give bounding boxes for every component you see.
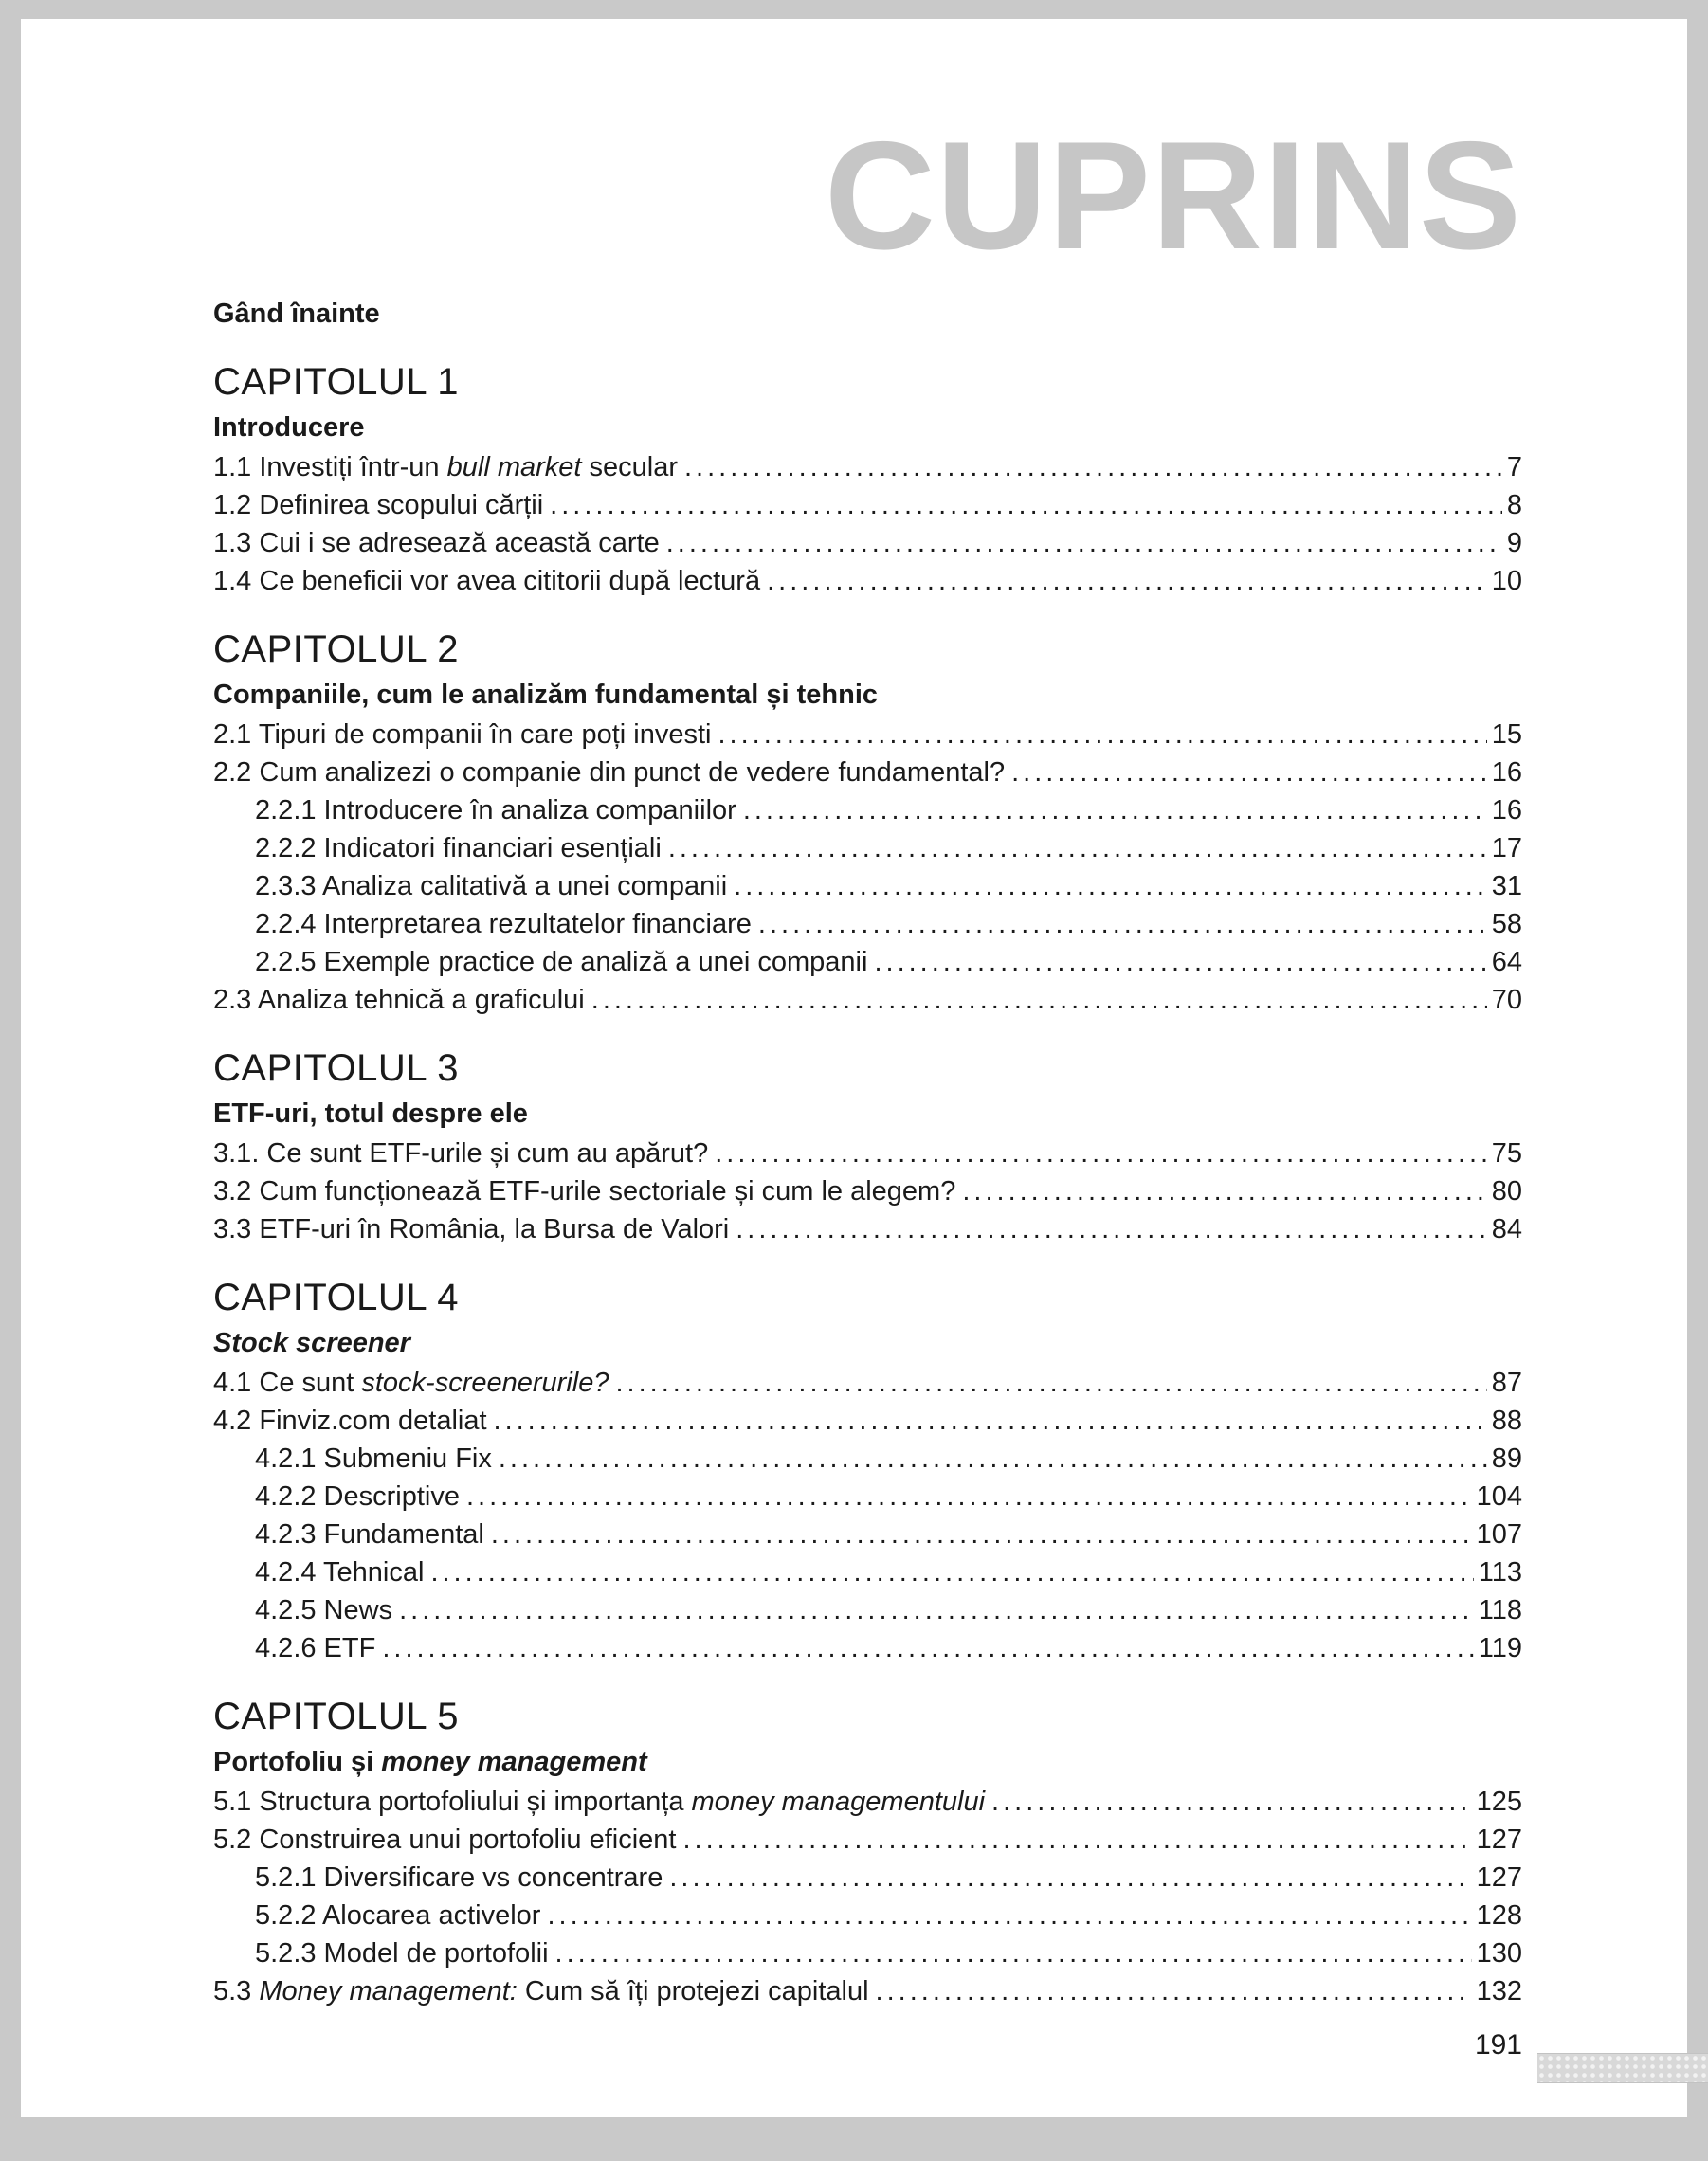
chapter-entries: [213, 1783, 1522, 2010]
text-run: 4.2 Finviz.com detaliat: [213, 1406, 487, 1437]
text-run: 2.2.1 Introducere în analiza companiilor: [255, 795, 736, 826]
chapter-block: [213, 1045, 1522, 1248]
chapter-entries: [213, 1364, 1522, 1667]
text-run: ETF-uri, totul despre ele: [213, 1099, 528, 1130]
text-run: 2.1 Tipuri de companii în care poți investi: [213, 719, 712, 751]
entry-page-number: 107: [1476, 1519, 1522, 1551]
dot-leader: [499, 1440, 1487, 1478]
toc-entry: [213, 486, 1522, 524]
toc-entry: [213, 1934, 1522, 1972]
entry-label: [213, 1972, 869, 2010]
entry-page-number: 16: [1491, 757, 1522, 789]
chapter-entries: [213, 1135, 1522, 1248]
dot-leader: [550, 486, 1502, 524]
toc-entry: [213, 791, 1522, 829]
toc-entry: [213, 981, 1522, 1019]
entry-label: [213, 1402, 487, 1440]
dot-leader: [758, 905, 1487, 943]
toc-entry: [213, 1972, 1522, 2010]
chapter-entries: [213, 716, 1522, 1019]
toc-entry: [213, 1364, 1522, 1402]
entry-label: [255, 1591, 392, 1629]
page-title: CUPRINS: [824, 110, 1522, 281]
dot-leader: [874, 943, 1486, 981]
entry-label: [255, 791, 736, 829]
entry-label: [255, 1629, 375, 1667]
entry-page-number: 88: [1491, 1406, 1522, 1437]
toc-entry: [213, 1440, 1522, 1478]
entry-label: [255, 1934, 549, 1972]
entry-page-number: 125: [1476, 1787, 1522, 1818]
entry-label: [213, 524, 660, 562]
dot-leader: [734, 867, 1487, 905]
chapter-block: [213, 1694, 1522, 2010]
entry-page-number: 87: [1491, 1368, 1522, 1399]
chapters-container: [213, 359, 1522, 2010]
entry-page-number: 104: [1476, 1481, 1522, 1513]
italic-text-run: money management: [381, 1747, 647, 1778]
chapter-heading: CAPITOLUL 2: [213, 628, 459, 671]
entry-label: [213, 981, 585, 1019]
text-run: 4.2.1 Submeniu Fix: [255, 1444, 492, 1475]
entry-page-number: 84: [1491, 1214, 1522, 1245]
toc-entry: [213, 716, 1522, 754]
toc-entry: [213, 448, 1522, 486]
dot-leader: [430, 1553, 1473, 1591]
text-run: 4.2.2 Descriptive: [255, 1481, 460, 1513]
chapter-subtitle: [213, 1743, 1522, 1781]
entry-page-number: 127: [1476, 1825, 1522, 1856]
text-run: 4.1 Ce sunt: [213, 1368, 362, 1399]
entry-label: [255, 1553, 424, 1591]
dot-leader: [668, 829, 1487, 867]
text-run: 4.2.5 News: [255, 1595, 393, 1626]
dot-leader: [466, 1478, 1472, 1516]
text-run: 5.2 Construirea unui portofoliu eficient: [213, 1825, 677, 1856]
entry-label: [213, 562, 760, 600]
toc-entry: [213, 562, 1522, 600]
text-run: 3.3 ETF-uri în România, la Bursa de Valori: [213, 1214, 730, 1245]
chapter-heading: CAPITOLUL 3: [213, 1047, 459, 1090]
toc-entry: [213, 1172, 1522, 1210]
entry-page-number: 70: [1491, 985, 1522, 1016]
dot-leader: [555, 1934, 1472, 1972]
preface-line: Gând înainte: [213, 299, 380, 330]
entry-page-number: 132: [1476, 1976, 1522, 2007]
dot-leader: [615, 1364, 1486, 1402]
toc-entry: [213, 1859, 1522, 1897]
dot-leader: [718, 716, 1487, 754]
entry-label: [255, 1859, 663, 1897]
dot-leader: [491, 1516, 1472, 1553]
chapter-entries: [213, 448, 1522, 600]
document-page: [21, 19, 1687, 2117]
entry-label: [213, 1172, 955, 1210]
dot-leader: [591, 981, 1487, 1019]
dot-leader: [715, 1135, 1487, 1172]
chapter-subtitle: [213, 676, 1522, 714]
entry-page-number: 9: [1506, 528, 1522, 559]
dot-leader: [682, 1821, 1471, 1859]
entry-page-number: 10: [1491, 566, 1522, 597]
dot-leader: [1011, 754, 1487, 791]
entry-label: [213, 448, 678, 486]
toc-entry: [213, 754, 1522, 791]
dot-leader: [399, 1591, 1474, 1629]
text-run: 5.2.3 Model de portofolii: [255, 1938, 549, 1970]
chapter-block: [213, 627, 1522, 1019]
dot-leader: [962, 1172, 1486, 1210]
text-run: Companiile, cum le analizăm fundamental și tehnic: [213, 680, 878, 711]
dot-leader: [876, 1972, 1472, 2010]
text-run: 4.2.4 Tehnical: [255, 1557, 425, 1589]
toc-entry: [213, 524, 1522, 562]
text-run: Introducere: [213, 412, 365, 444]
toc-entry: [213, 867, 1522, 905]
chapter-heading: CAPITOLUL 1: [213, 361, 459, 404]
dot-leader: [736, 1210, 1486, 1248]
entry-page-number: 31: [1491, 871, 1522, 902]
toc-entry: [213, 1402, 1522, 1440]
entry-page-number: 80: [1491, 1176, 1522, 1208]
text-run: 1.1 Investiți într-un: [213, 452, 447, 483]
chapter-subtitle: [213, 1095, 1522, 1133]
dot-leader: [991, 1783, 1472, 1821]
entry-label: [255, 1478, 460, 1516]
entry-page-number: 15: [1491, 719, 1522, 751]
italic-text-run: bull market: [446, 452, 582, 483]
text-run: Cum să îți protejezi capitalul: [517, 1976, 869, 2007]
dot-leader: [382, 1629, 1473, 1667]
text-run: 2.3.3 Analiza calitativă a unei companii: [255, 871, 728, 902]
text-run: 5.3: [213, 1976, 260, 2007]
text-run: 2.3 Analiza tehnică a graficului: [213, 985, 585, 1016]
italic-text-run: stock-screenerurile?: [361, 1368, 609, 1399]
dot-leader: [494, 1402, 1487, 1440]
toc-entry: [213, 1897, 1522, 1934]
entry-page-number: 128: [1476, 1900, 1522, 1932]
italic-text-run: Money management:: [259, 1976, 518, 2007]
entry-label: [213, 1821, 676, 1859]
text-run: 5.1 Structura portofoliului și importanța: [213, 1787, 692, 1818]
italic-text-run: money managementului: [691, 1787, 986, 1818]
entry-label: [255, 905, 752, 943]
text-run: 2.2 Cum analizezi o companie din punct de vedere fundamental?: [213, 757, 1006, 789]
toc-entry: [213, 1591, 1522, 1629]
text-run: 1.2 Definirea scopului cărții: [213, 490, 544, 521]
chapter-heading: CAPITOLUL 4: [213, 1277, 459, 1319]
text-run: Portofoliu și: [213, 1747, 382, 1778]
edge-tab: [1537, 2053, 1708, 2083]
chapter-block: [213, 359, 1522, 600]
toc-entry: [213, 1210, 1522, 1248]
toc-entry: [213, 829, 1522, 867]
dot-leader: [767, 562, 1487, 600]
dot-leader: [684, 448, 1502, 486]
entry-page-number: 16: [1491, 795, 1522, 826]
entry-page-number: 7: [1506, 452, 1522, 483]
entry-label: [213, 1135, 708, 1172]
chapter-heading: CAPITOLUL 5: [213, 1696, 459, 1738]
entry-page-number: 8: [1506, 490, 1522, 521]
entry-label: [255, 1897, 540, 1934]
text-run: 2.2.2 Indicatori financiari esențiali: [255, 833, 662, 864]
entry-page-number: 17: [1491, 833, 1522, 864]
entry-page-number: 58: [1491, 909, 1522, 940]
text-run: 1.3 Cui i se adresează această carte: [213, 528, 660, 559]
entry-label: [213, 754, 1005, 791]
entry-label: [213, 1783, 985, 1821]
dot-leader: [547, 1897, 1471, 1934]
dot-leader: [743, 791, 1487, 829]
text-run: secular: [581, 452, 678, 483]
entry-page-number: 118: [1478, 1595, 1522, 1626]
text-run: 2.2.4 Interpretarea rezultatelor financiare: [255, 909, 752, 940]
toc-entry: [213, 1821, 1522, 1859]
text-run: 5.2.2 Alocarea activelor: [255, 1900, 541, 1932]
italic-text-run: Stock screener: [213, 1328, 410, 1359]
chapter-block: [213, 1275, 1522, 1667]
toc-entry: [213, 1135, 1522, 1172]
toc-entry: [213, 1553, 1522, 1591]
entry-label: [213, 716, 712, 754]
chapter-subtitle: [213, 1324, 1522, 1362]
text-run: 3.1. Ce sunt ETF-urile și cum au apărut?: [213, 1138, 709, 1170]
entry-label: [255, 1440, 492, 1478]
page-number: 191: [1474, 2029, 1522, 2061]
toc-entry: [213, 905, 1522, 943]
text-run: 4.2.3 Fundamental: [255, 1519, 484, 1551]
toc-entry: [213, 1629, 1522, 1667]
entry-label: [255, 867, 727, 905]
entry-label: [213, 486, 543, 524]
entry-label: [255, 1516, 484, 1553]
entry-page-number: 113: [1478, 1557, 1522, 1589]
text-run: 1.4 Ce beneficii vor avea cititorii după lectură: [213, 566, 761, 597]
entry-page-number: 75: [1491, 1138, 1522, 1170]
text-run: 4.2.6 ETF: [255, 1633, 376, 1664]
entry-label: [213, 1210, 729, 1248]
toc-entry: [213, 1478, 1522, 1516]
toc-entry: [213, 943, 1522, 981]
entry-page-number: 64: [1491, 947, 1522, 978]
entry-label: [255, 943, 867, 981]
text-run: 5.2.1 Diversificare vs concentrare: [255, 1862, 663, 1894]
chapter-subtitle: [213, 409, 1522, 446]
entry-page-number: 130: [1476, 1938, 1522, 1970]
entry-label: [213, 1364, 609, 1402]
entry-page-number: 119: [1478, 1633, 1522, 1664]
entry-page-number: 127: [1476, 1862, 1522, 1894]
text-run: 3.2 Cum funcționează ETF-urile sectoriale și cum le alegem?: [213, 1176, 956, 1208]
toc-entry: [213, 1783, 1522, 1821]
entry-label: [255, 829, 662, 867]
dot-leader: [666, 524, 1502, 562]
text-run: 2.2.5 Exemple practice de analiză a unei companii: [255, 947, 868, 978]
entry-page-number: 89: [1491, 1444, 1522, 1475]
toc-entry: [213, 1516, 1522, 1553]
dot-leader: [669, 1859, 1471, 1897]
